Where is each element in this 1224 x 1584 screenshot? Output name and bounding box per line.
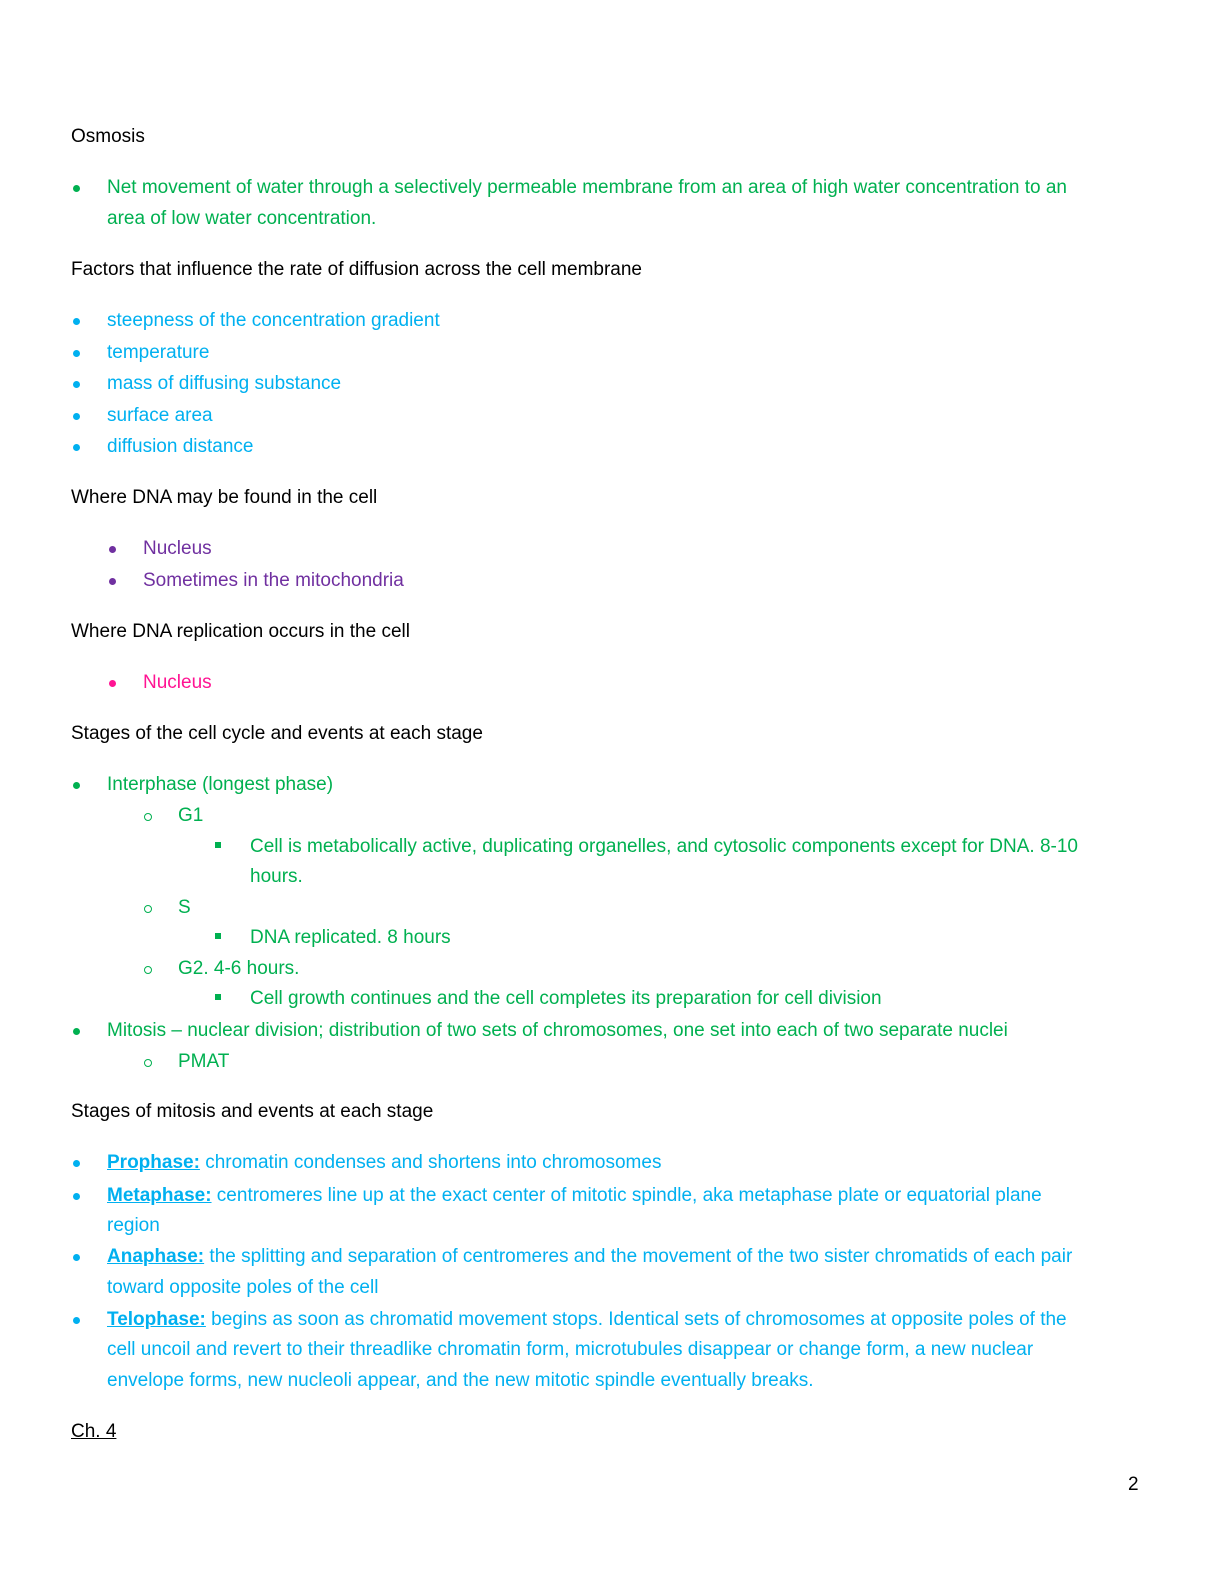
bullet-icon xyxy=(73,782,80,789)
diffusion-factor: diffusion distance xyxy=(107,436,254,457)
telophase-item xyxy=(107,1305,1067,1335)
square-bullet-icon xyxy=(215,994,221,1000)
osmosis-heading: Osmosis xyxy=(71,126,145,147)
bullet-icon xyxy=(73,413,80,420)
anaphase-description-line-2: toward opposite poles of the cell xyxy=(107,1277,379,1298)
bullet-icon xyxy=(73,185,80,192)
interphase-item: Interphase (longest phase) xyxy=(107,774,334,795)
page-number: 2 xyxy=(1128,1474,1139,1495)
s-item: S xyxy=(178,897,191,918)
bullet-icon xyxy=(73,1028,80,1035)
diffusion-factor: steepness of the concentration gradient xyxy=(107,310,440,331)
g2-detail: Cell growth continues and the cell completes its preparation for cell division xyxy=(250,988,882,1009)
hollow-circle-bullet-icon xyxy=(144,1059,152,1067)
dna-location-heading: Where DNA may be found in the cell xyxy=(71,487,378,508)
cell-cycle-heading: Stages of the cell cycle and events at each stage xyxy=(71,723,483,744)
square-bullet-icon xyxy=(215,933,221,939)
g1-item: G1 xyxy=(178,805,204,826)
s-detail: DNA replicated. 8 hours xyxy=(250,927,451,948)
bullet-icon xyxy=(73,350,80,357)
telophase-description-line-2: cell uncoil and revert to their threadlike chromatin form, microtubules disappear or change form, a new nuclear xyxy=(107,1339,1034,1360)
metaphase-description: centromeres line up at the exact center of mitotic spindle, aka metaphase plate or equatorial plane xyxy=(211,1185,1042,1206)
diffusion-factor: temperature xyxy=(107,342,210,363)
osmosis-definition-line-1: Net movement of water through a selectively permeable membrane from an area of high water concentration to an xyxy=(107,177,1068,198)
dna-replication-heading: Where DNA replication occurs in the cell xyxy=(71,621,410,642)
diffusion-factor: mass of diffusing substance xyxy=(107,373,342,394)
hollow-circle-bullet-icon xyxy=(144,813,152,821)
bullet-icon xyxy=(109,578,116,585)
bullet-icon xyxy=(73,1160,80,1167)
dna-location-item: Sometimes in the mitochondria xyxy=(143,570,404,591)
hollow-circle-bullet-icon xyxy=(144,966,152,974)
mitosis-stages-heading: Stages of mitosis and events at each stage xyxy=(71,1101,434,1122)
g1-detail-line-1: Cell is metabolically active, duplicating organelles, and cytosolic components except for DNA. 8-10 xyxy=(250,836,1078,857)
anaphase-description: the splitting and separation of centromeres and the movement of the two sister chromatids of each pair xyxy=(204,1246,1073,1267)
diffusion-factor: surface area xyxy=(107,405,213,426)
prophase-term: Prophase: xyxy=(107,1152,200,1173)
prophase-description: chromatin condenses and shortens into chromosomes xyxy=(199,1152,662,1173)
mitosis-item: Mitosis – nuclear division; distribution of two sets of chromosomes, one set into each of two separate nuclei xyxy=(107,1020,1008,1041)
osmosis-definition-line-2: area of low water concentration. xyxy=(107,208,377,229)
bullet-icon xyxy=(109,546,116,553)
metaphase-item xyxy=(107,1181,1042,1211)
dna-replication-item: Nucleus xyxy=(143,672,212,693)
bullet-icon xyxy=(73,1193,80,1200)
anaphase-item xyxy=(107,1242,1072,1272)
hollow-circle-bullet-icon xyxy=(144,905,152,913)
square-bullet-icon xyxy=(215,842,221,848)
bullet-icon xyxy=(109,680,116,687)
telophase-term: Telophase: xyxy=(107,1309,206,1330)
telophase-description: begins as soon as chromatid movement stops. Identical sets of chromosomes at opposite poles of the xyxy=(205,1309,1067,1330)
bullet-icon xyxy=(73,444,80,451)
g2-item: G2. 4-6 hours. xyxy=(178,958,300,979)
bullet-icon xyxy=(73,1317,80,1324)
anaphase-term: Anaphase: xyxy=(107,1246,205,1267)
prophase-item xyxy=(107,1148,661,1178)
diffusion-heading: Factors that influence the rate of diffusion across the cell membrane xyxy=(71,259,643,280)
bullet-icon xyxy=(73,1254,80,1261)
metaphase-term: Metaphase: xyxy=(107,1185,212,1206)
bullet-icon xyxy=(73,381,80,388)
dna-location-item: Nucleus xyxy=(143,538,212,559)
bullet-icon xyxy=(73,318,80,325)
telophase-description-line-3: envelope forms, new nucleoli appear, and the new mitotic spindle eventually breaks. xyxy=(107,1370,814,1391)
chapter-heading: Ch. 4 xyxy=(71,1421,117,1442)
metaphase-description-line-2: region xyxy=(107,1215,160,1236)
g1-detail-line-2: hours. xyxy=(250,866,303,887)
pmat-item: PMAT xyxy=(178,1051,230,1072)
